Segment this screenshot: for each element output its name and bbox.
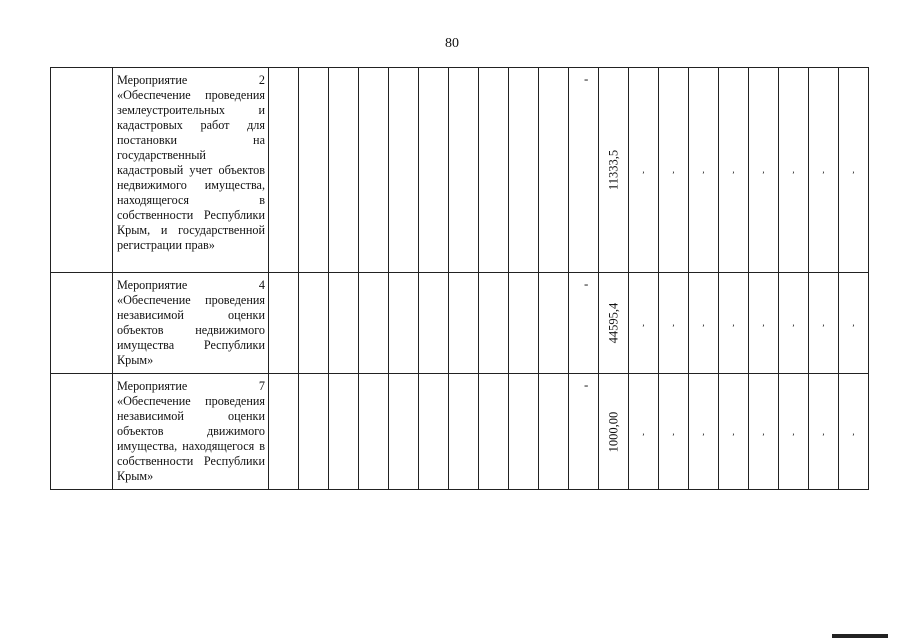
empty-cell — [449, 374, 479, 490]
table-row — [51, 374, 869, 490]
empty-value-cell — [629, 273, 659, 374]
comma-mark: , — [792, 164, 795, 175]
comma-mark: , — [852, 317, 855, 328]
empty-value-cell — [809, 374, 839, 490]
dash-cell — [569, 68, 599, 273]
empty-cell — [479, 374, 509, 490]
empty-value-cell — [839, 68, 869, 273]
empty-cell — [479, 273, 509, 374]
empty-cell — [359, 68, 389, 273]
empty-value-cell — [839, 374, 869, 490]
empty-value-cell — [749, 374, 779, 490]
table-row — [51, 68, 869, 273]
empty-cell — [419, 374, 449, 490]
empty-cell — [269, 374, 299, 490]
comma-mark: , — [702, 164, 705, 175]
empty-value-cell — [629, 374, 659, 490]
empty-value-cell — [629, 68, 659, 273]
comma-mark: , — [762, 164, 765, 175]
empty-cell — [299, 273, 329, 374]
comma-mark: , — [852, 426, 855, 436]
empty-cell — [389, 374, 419, 490]
empty-cell — [449, 68, 479, 273]
empty-cell — [269, 273, 299, 374]
comma-mark: , — [642, 317, 645, 328]
comma-mark: , — [852, 164, 855, 175]
empty-cell — [539, 273, 569, 374]
empty-cell — [449, 273, 479, 374]
page-edge-mark — [832, 634, 888, 638]
comma-mark: , — [672, 164, 675, 175]
empty-value-cell — [809, 273, 839, 374]
empty-cell — [299, 374, 329, 490]
value-cell — [599, 68, 629, 273]
comma-mark: , — [642, 426, 645, 436]
empty-cell — [419, 68, 449, 273]
dash-cell — [569, 273, 599, 374]
comma-mark: , — [702, 426, 705, 436]
empty-cell — [389, 68, 419, 273]
empty-value-cell — [719, 273, 749, 374]
empty-value-cell — [839, 273, 869, 374]
comma-mark: , — [762, 317, 765, 328]
empty-value-cell — [779, 273, 809, 374]
comma-mark: , — [672, 426, 675, 436]
empty-cell — [389, 273, 419, 374]
comma-mark: , — [732, 426, 735, 436]
empty-value-cell — [689, 273, 719, 374]
empty-cell — [51, 68, 113, 273]
comma-mark: , — [702, 317, 705, 328]
empty-value-cell — [809, 68, 839, 273]
empty-value-cell — [779, 68, 809, 273]
empty-value-cell — [749, 68, 779, 273]
empty-cell — [509, 273, 539, 374]
empty-cell — [509, 374, 539, 490]
empty-value-cell — [689, 374, 719, 490]
empty-cell — [359, 273, 389, 374]
empty-value-cell — [719, 374, 749, 490]
dash-mark: - — [584, 71, 589, 86]
measure-name: Мероприятие 7 «Обеспечение проведения независимой оценки объектов движимого имущества, находящегося в собственности Республики Крым» — [113, 374, 269, 490]
measure-name: Мероприятие 2 «Обеспечение проведения землеустроительных и кадастровых работ для постановки на государственный кадастровый учет объектов недвижимого имущества, находящегося в собственности Республики Крым, и государственной регистрации прав» — [113, 68, 269, 273]
dash-mark: - — [584, 276, 589, 291]
value-cell — [599, 374, 629, 490]
empty-cell — [299, 68, 329, 273]
empty-cell — [51, 374, 113, 490]
value-cell — [599, 273, 629, 374]
empty-cell — [539, 374, 569, 490]
table-row — [51, 273, 869, 374]
budget-table — [50, 67, 869, 490]
empty-cell — [539, 68, 569, 273]
comma-mark: , — [822, 317, 825, 328]
comma-mark: , — [792, 317, 795, 328]
empty-cell — [329, 68, 359, 273]
comma-mark: , — [732, 164, 735, 175]
comma-mark: , — [822, 426, 825, 436]
empty-cell — [51, 273, 113, 374]
dash-cell — [569, 374, 599, 490]
empty-cell — [359, 374, 389, 490]
funding-value: 44595,4 — [606, 302, 620, 344]
comma-mark: , — [792, 426, 795, 436]
empty-value-cell — [749, 273, 779, 374]
empty-cell — [509, 68, 539, 273]
comma-mark: , — [642, 164, 645, 175]
empty-value-cell — [659, 374, 689, 490]
measure-name: Мероприятие 4 «Обеспечение проведения независимой оценки объектов недвижимого имущества Республики Крым» — [113, 273, 269, 374]
empty-value-cell — [719, 68, 749, 273]
empty-cell — [329, 374, 359, 490]
comma-mark: , — [672, 317, 675, 328]
empty-value-cell — [659, 68, 689, 273]
empty-cell — [479, 68, 509, 273]
empty-cell — [329, 273, 359, 374]
funding-value: 11333,5 — [606, 149, 620, 191]
comma-mark: , — [732, 317, 735, 328]
comma-mark: , — [822, 164, 825, 175]
empty-cell — [419, 273, 449, 374]
empty-value-cell — [659, 273, 689, 374]
empty-value-cell — [689, 68, 719, 273]
page-number: 80 — [445, 36, 459, 51]
comma-mark: , — [762, 426, 765, 436]
empty-cell — [269, 68, 299, 273]
empty-value-cell — [779, 374, 809, 490]
dash-mark: - — [584, 377, 589, 392]
funding-value: 1000,00 — [606, 411, 620, 452]
